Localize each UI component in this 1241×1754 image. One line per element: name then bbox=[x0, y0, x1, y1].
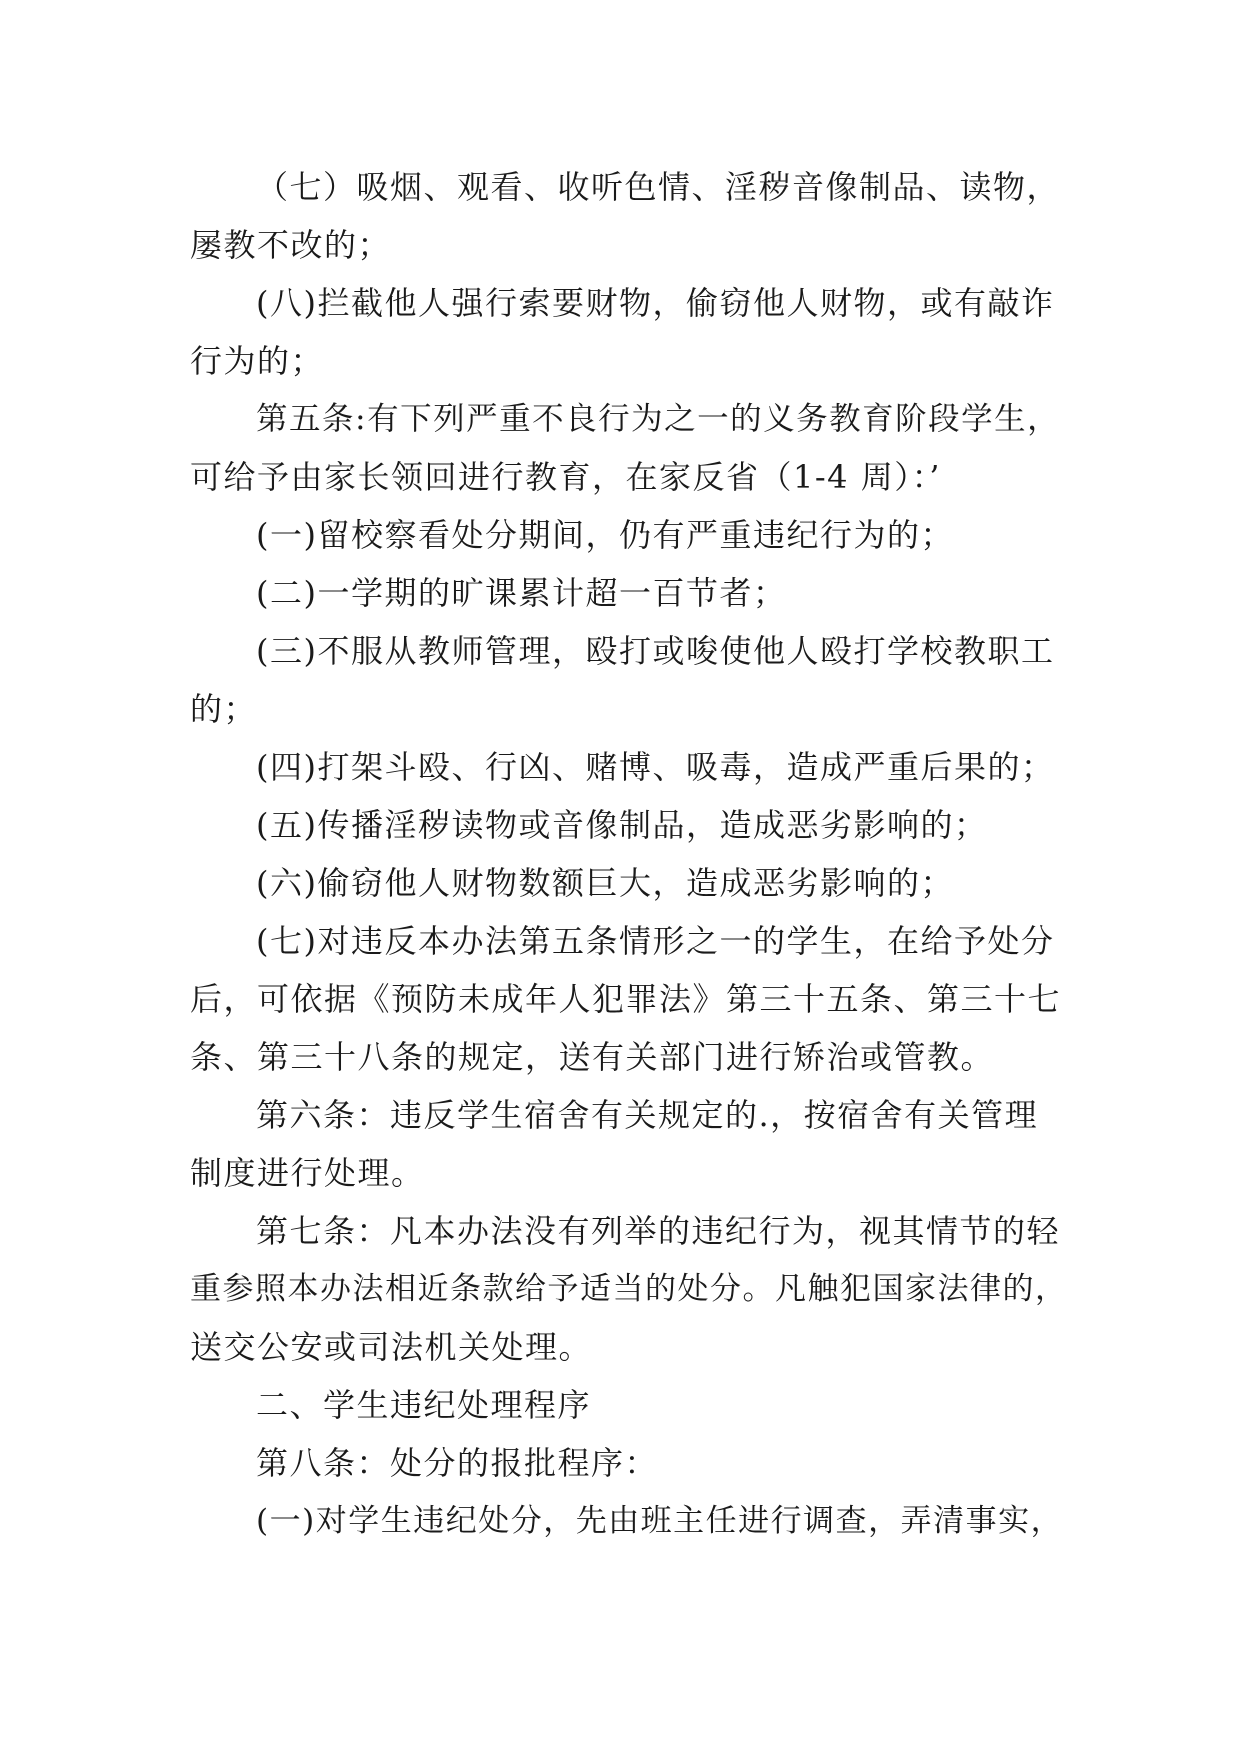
paragraph-line: (一)留校察看处分期间，仍有严重违纪行为的； bbox=[256, 516, 954, 554]
paragraph-line: 第七条：凡本办法没有列举的违纪行为，视其情节的轻 bbox=[256, 1212, 1061, 1250]
document-body bbox=[190, 158, 1070, 1550]
paragraph-line: 第六条：违反学生宿舍有关规定的.，按宿舍有关管理 bbox=[256, 1096, 1039, 1134]
section-heading: 二、学生违纪处理程序 bbox=[256, 1386, 592, 1424]
paragraph-line: 后，可依据《预防未成年人犯罪法》第三十五条、第三十七 bbox=[190, 980, 1062, 1018]
paragraph-line: (七)对违反本办法第五条情形之一的学生，在给予处分 bbox=[256, 922, 1055, 960]
paragraph-line: (四)打架斗殴、行凶、赌博、吸毒，造成严重后果的； bbox=[256, 748, 1055, 786]
paragraph-line: (二)一学期的旷课累计超一百节者； bbox=[256, 574, 787, 612]
paragraph-line: (六)偷窃他人财物数额巨大，造成恶劣影响的； bbox=[256, 864, 954, 902]
paragraph-line: 送交公安或司法机关处理。 bbox=[190, 1328, 593, 1366]
paragraph-line: （七）吸烟、观看、收听色情、淫秽音像制品、读物， bbox=[256, 168, 1061, 206]
paragraph-line: 制度进行处理。 bbox=[190, 1154, 425, 1192]
paragraph-line: 第五条:有下列严重不良行为之一的义务教育阶段学生， bbox=[256, 401, 1061, 437]
paragraph-line: 行为的； bbox=[190, 342, 325, 380]
paragraph-line: 第八条：处分的报批程序： bbox=[256, 1444, 659, 1482]
paragraph-line: 重参照本办法相近条款给予适当的处分。凡触犯国家法律的， bbox=[190, 1271, 1068, 1307]
paragraph-line: 的； bbox=[190, 690, 258, 728]
paragraph-line: (五)传播淫秽读物或音像制品，造成恶劣影响的； bbox=[256, 806, 988, 844]
paragraph-line: (八)拦截他人强行索要财物，偷窃他人财物，或有敲诈 bbox=[256, 284, 1055, 322]
paragraph-line: 屡教不改的； bbox=[190, 226, 392, 264]
paragraph-line: (一)对学生违纪处分，先由班主任进行调查，弄清事实， bbox=[256, 1503, 1064, 1539]
paragraph-line: (三)不服从教师管理，殴打或唆使他人殴打学校教职工 bbox=[256, 632, 1055, 670]
paragraph-line: 条、第三十八条的规定，送有关部门进行矫治或管教。 bbox=[190, 1038, 995, 1076]
paragraph-line: 可给予由家长领回进行教育，在家反省（1-4 周）：’ bbox=[190, 458, 941, 496]
